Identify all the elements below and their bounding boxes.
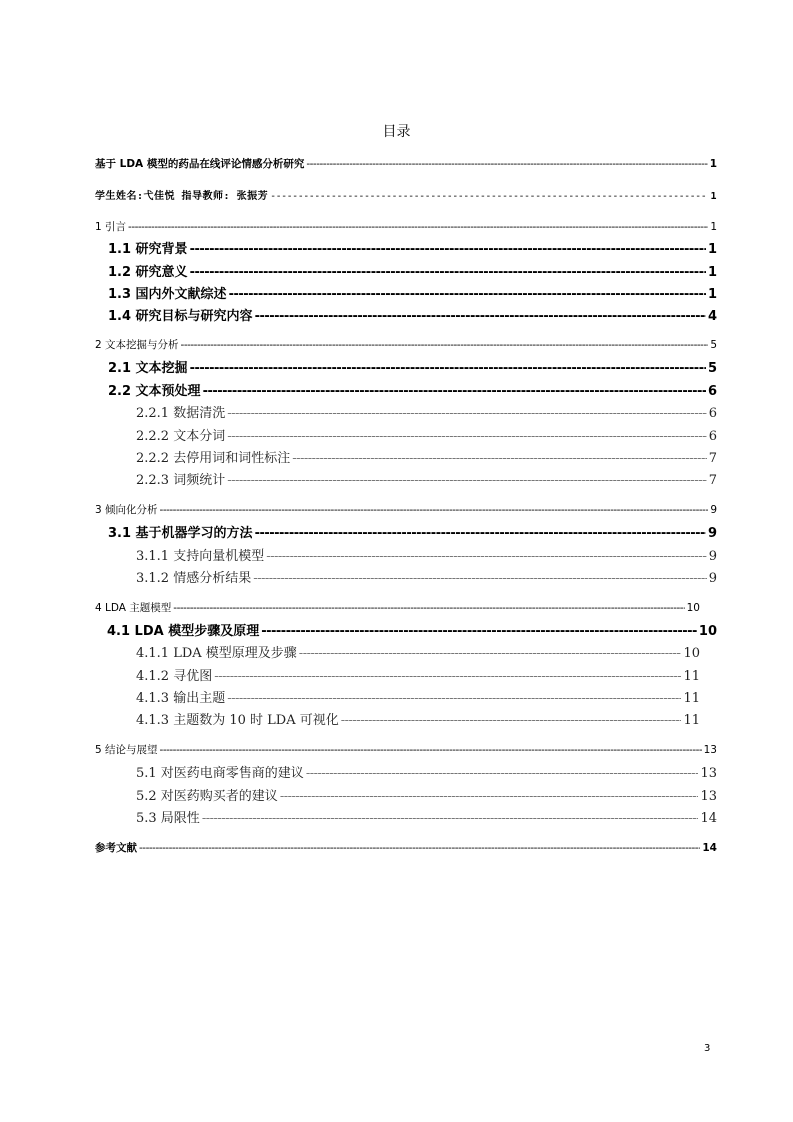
dot-leader — [280, 789, 699, 804]
toc-entry-2-2-2[interactable] — [136, 425, 717, 444]
dot-leader — [160, 504, 709, 516]
toc-entry-label: 5.1 对医药电商零售商的建议 — [136, 766, 304, 781]
toc-entry-label: 4.1.3 输出主题 — [136, 691, 226, 706]
dot-leader — [292, 451, 707, 466]
dot-leader — [255, 526, 706, 541]
toc-entry-1-4[interactable] — [108, 305, 717, 324]
dot-leader — [227, 691, 681, 706]
dot-leader — [227, 406, 707, 421]
toc-entry-5-3[interactable] — [136, 807, 717, 826]
dot-leader — [255, 309, 706, 324]
toc-entry-2-2[interactable] — [108, 380, 717, 399]
dot-leader — [261, 624, 697, 639]
toc-entry-2-2-2b[interactable] — [136, 447, 717, 466]
dot-leader — [139, 842, 700, 854]
toc-entry-2-2-1[interactable] — [136, 402, 717, 421]
toc-entry-page: 1 — [707, 265, 717, 280]
toc-entry-3-1-1[interactable] — [136, 545, 717, 564]
toc-entry-5-1[interactable] — [136, 762, 717, 781]
toc-entry-page: 5 — [710, 339, 717, 351]
toc-entry-4-1-1[interactable] — [136, 642, 700, 661]
dot-leader — [341, 713, 682, 728]
toc-entry-label: 1 引言 — [95, 221, 127, 233]
toc-entry-label: 1.4 研究目标与研究内容 — [108, 309, 253, 324]
dot-leader — [203, 384, 706, 399]
dot-leader — [160, 744, 702, 756]
toc-entry-page: 11 — [683, 669, 700, 684]
toc-entry-label: 3.1.2 情感分析结果 — [136, 571, 252, 586]
dot-leader — [227, 429, 707, 444]
dot-leader — [190, 265, 706, 280]
toc-entry-4-1[interactable] — [107, 620, 717, 639]
toc-entry-page: 1 — [710, 221, 717, 233]
toc-entry-3-1-2[interactable] — [136, 567, 717, 586]
toc-entry-1-3[interactable] — [108, 283, 717, 302]
dot-leader — [173, 602, 684, 614]
dot-leader — [227, 473, 707, 488]
toc-entry-page: 9 — [708, 571, 717, 586]
toc-entry-page: 11 — [683, 691, 700, 706]
toc-entry-label: 3 倾向化分析 — [95, 504, 158, 516]
dot-leader — [253, 571, 707, 586]
toc-entry-label: 4.1.1 LDA 模型原理及步骤 — [136, 646, 297, 661]
toc-entry-1-1[interactable] — [108, 238, 717, 257]
toc-entry-label: 5.2 对医药购买者的建议 — [136, 789, 278, 804]
toc-entry-1-2[interactable] — [108, 261, 717, 280]
toc-entry-page: 4 — [707, 309, 717, 324]
dot-leader — [229, 287, 706, 302]
toc-entry-page: 9 — [707, 526, 717, 541]
toc-entry-3-1[interactable] — [108, 522, 717, 541]
toc-entry-page: 6 — [708, 429, 717, 444]
toc-entry-label: 2 文本挖掘与分析 — [95, 339, 179, 351]
toc-entry-4-1-2[interactable] — [136, 665, 700, 684]
dot-leader — [270, 191, 708, 202]
toc-entry-label: 2.1 文本挖掘 — [108, 361, 188, 376]
toc-entry-page: 9 — [710, 504, 717, 516]
toc-entry-page: 5 — [707, 361, 717, 376]
toc-entry-page: 7 — [708, 451, 717, 466]
toc-entry-label: 4.1 LDA 模型步骤及原理 — [107, 624, 260, 639]
toc-entry-page: 6 — [707, 384, 717, 399]
toc-entry-references[interactable] — [95, 840, 717, 855]
toc-entry-label: 3.1.1 支持向量机模型 — [136, 549, 265, 564]
toc-entry-label: 基于 LDA 模型的药品在线评论情感分析研究 — [95, 158, 305, 170]
toc-entry-label: 2.2.3 词频统计 — [136, 473, 226, 488]
dot-leader — [299, 646, 682, 661]
dot-leader — [202, 811, 699, 826]
toc-entry-chapter-5[interactable] — [95, 742, 717, 757]
toc-entry-5-2[interactable] — [136, 785, 717, 804]
toc-entry-chapter-3[interactable] — [95, 502, 717, 517]
toc-title: 目录 — [382, 124, 411, 140]
dot-leader — [306, 766, 699, 781]
dot-leader — [128, 221, 708, 233]
dot-leader — [190, 361, 706, 376]
toc-entry-label: 2.2.1 数据清洗 — [136, 406, 226, 421]
toc-entry-4-1-3[interactable] — [136, 687, 700, 706]
toc-entry-label: 学生姓名:弋佳悦 指导教师: 张振芳 — [95, 191, 269, 202]
toc-entry-label: 1.3 国内外文献综述 — [108, 287, 227, 302]
dot-leader — [266, 549, 707, 564]
toc-entry-2-1[interactable] — [108, 357, 717, 376]
toc-entry-page: 7 — [708, 473, 717, 488]
toc-entry-page: 11 — [683, 713, 700, 728]
toc-entry-label: 参考文献 — [95, 842, 137, 854]
toc-entry-label: 2.2 文本预处理 — [108, 384, 201, 399]
toc-entry-4-1-3b[interactable] — [136, 709, 700, 728]
toc-entry-label: 5 结论与展望 — [95, 744, 158, 756]
toc-entry-label: 4.1.2 寻优图 — [136, 669, 213, 684]
toc-entry-page: 13 — [700, 789, 717, 804]
toc-entry-page: 9 — [708, 549, 717, 564]
toc-entry-page: 1 — [710, 191, 717, 202]
toc-entry-page: 13 — [703, 744, 717, 756]
toc-entry-page: 14 — [700, 811, 717, 826]
toc-entry-page: 10 — [683, 646, 700, 661]
toc-entry-2-2-3[interactable] — [136, 469, 717, 488]
toc-entry-author[interactable] — [95, 187, 717, 202]
dot-leader — [190, 242, 706, 257]
toc-entry-page: 13 — [700, 766, 717, 781]
toc-entry-page: 1 — [707, 242, 717, 257]
toc-entry-chapter-2[interactable] — [95, 337, 717, 352]
dot-leader — [306, 158, 707, 170]
toc-entry-chapter-4[interactable] — [95, 600, 700, 615]
toc-entry-label: 1.1 研究背景 — [108, 242, 188, 257]
toc-entry-label: 3.1 基于机器学习的方法 — [108, 526, 253, 541]
dot-leader — [214, 669, 681, 684]
toc-entry-page: 14 — [702, 842, 717, 854]
page-number: 3 — [704, 1043, 711, 1054]
toc-entry-thesis-title[interactable] — [95, 156, 717, 171]
toc-entry-label: 1.2 研究意义 — [108, 265, 188, 280]
toc-entry-page: 6 — [708, 406, 717, 421]
dot-leader — [181, 339, 709, 351]
toc-entry-page: 10 — [686, 602, 700, 614]
toc-entry-chapter-1[interactable] — [95, 219, 717, 234]
toc-entry-page: 1 — [709, 158, 717, 170]
toc-entry-label: 4 LDA 主题模型 — [95, 602, 172, 614]
toc-entry-label: 5.3 局限性 — [136, 811, 200, 826]
toc-entry-label: 2.2.2 文本分词 — [136, 429, 226, 444]
toc-entry-page: 1 — [707, 287, 717, 302]
toc-entry-label: 4.1.3 主题数为 10 时 LDA 可视化 — [136, 713, 339, 728]
toc-entry-label: 2.2.2 去停用词和词性标注 — [136, 451, 291, 466]
toc-entry-page: 10 — [698, 624, 717, 639]
